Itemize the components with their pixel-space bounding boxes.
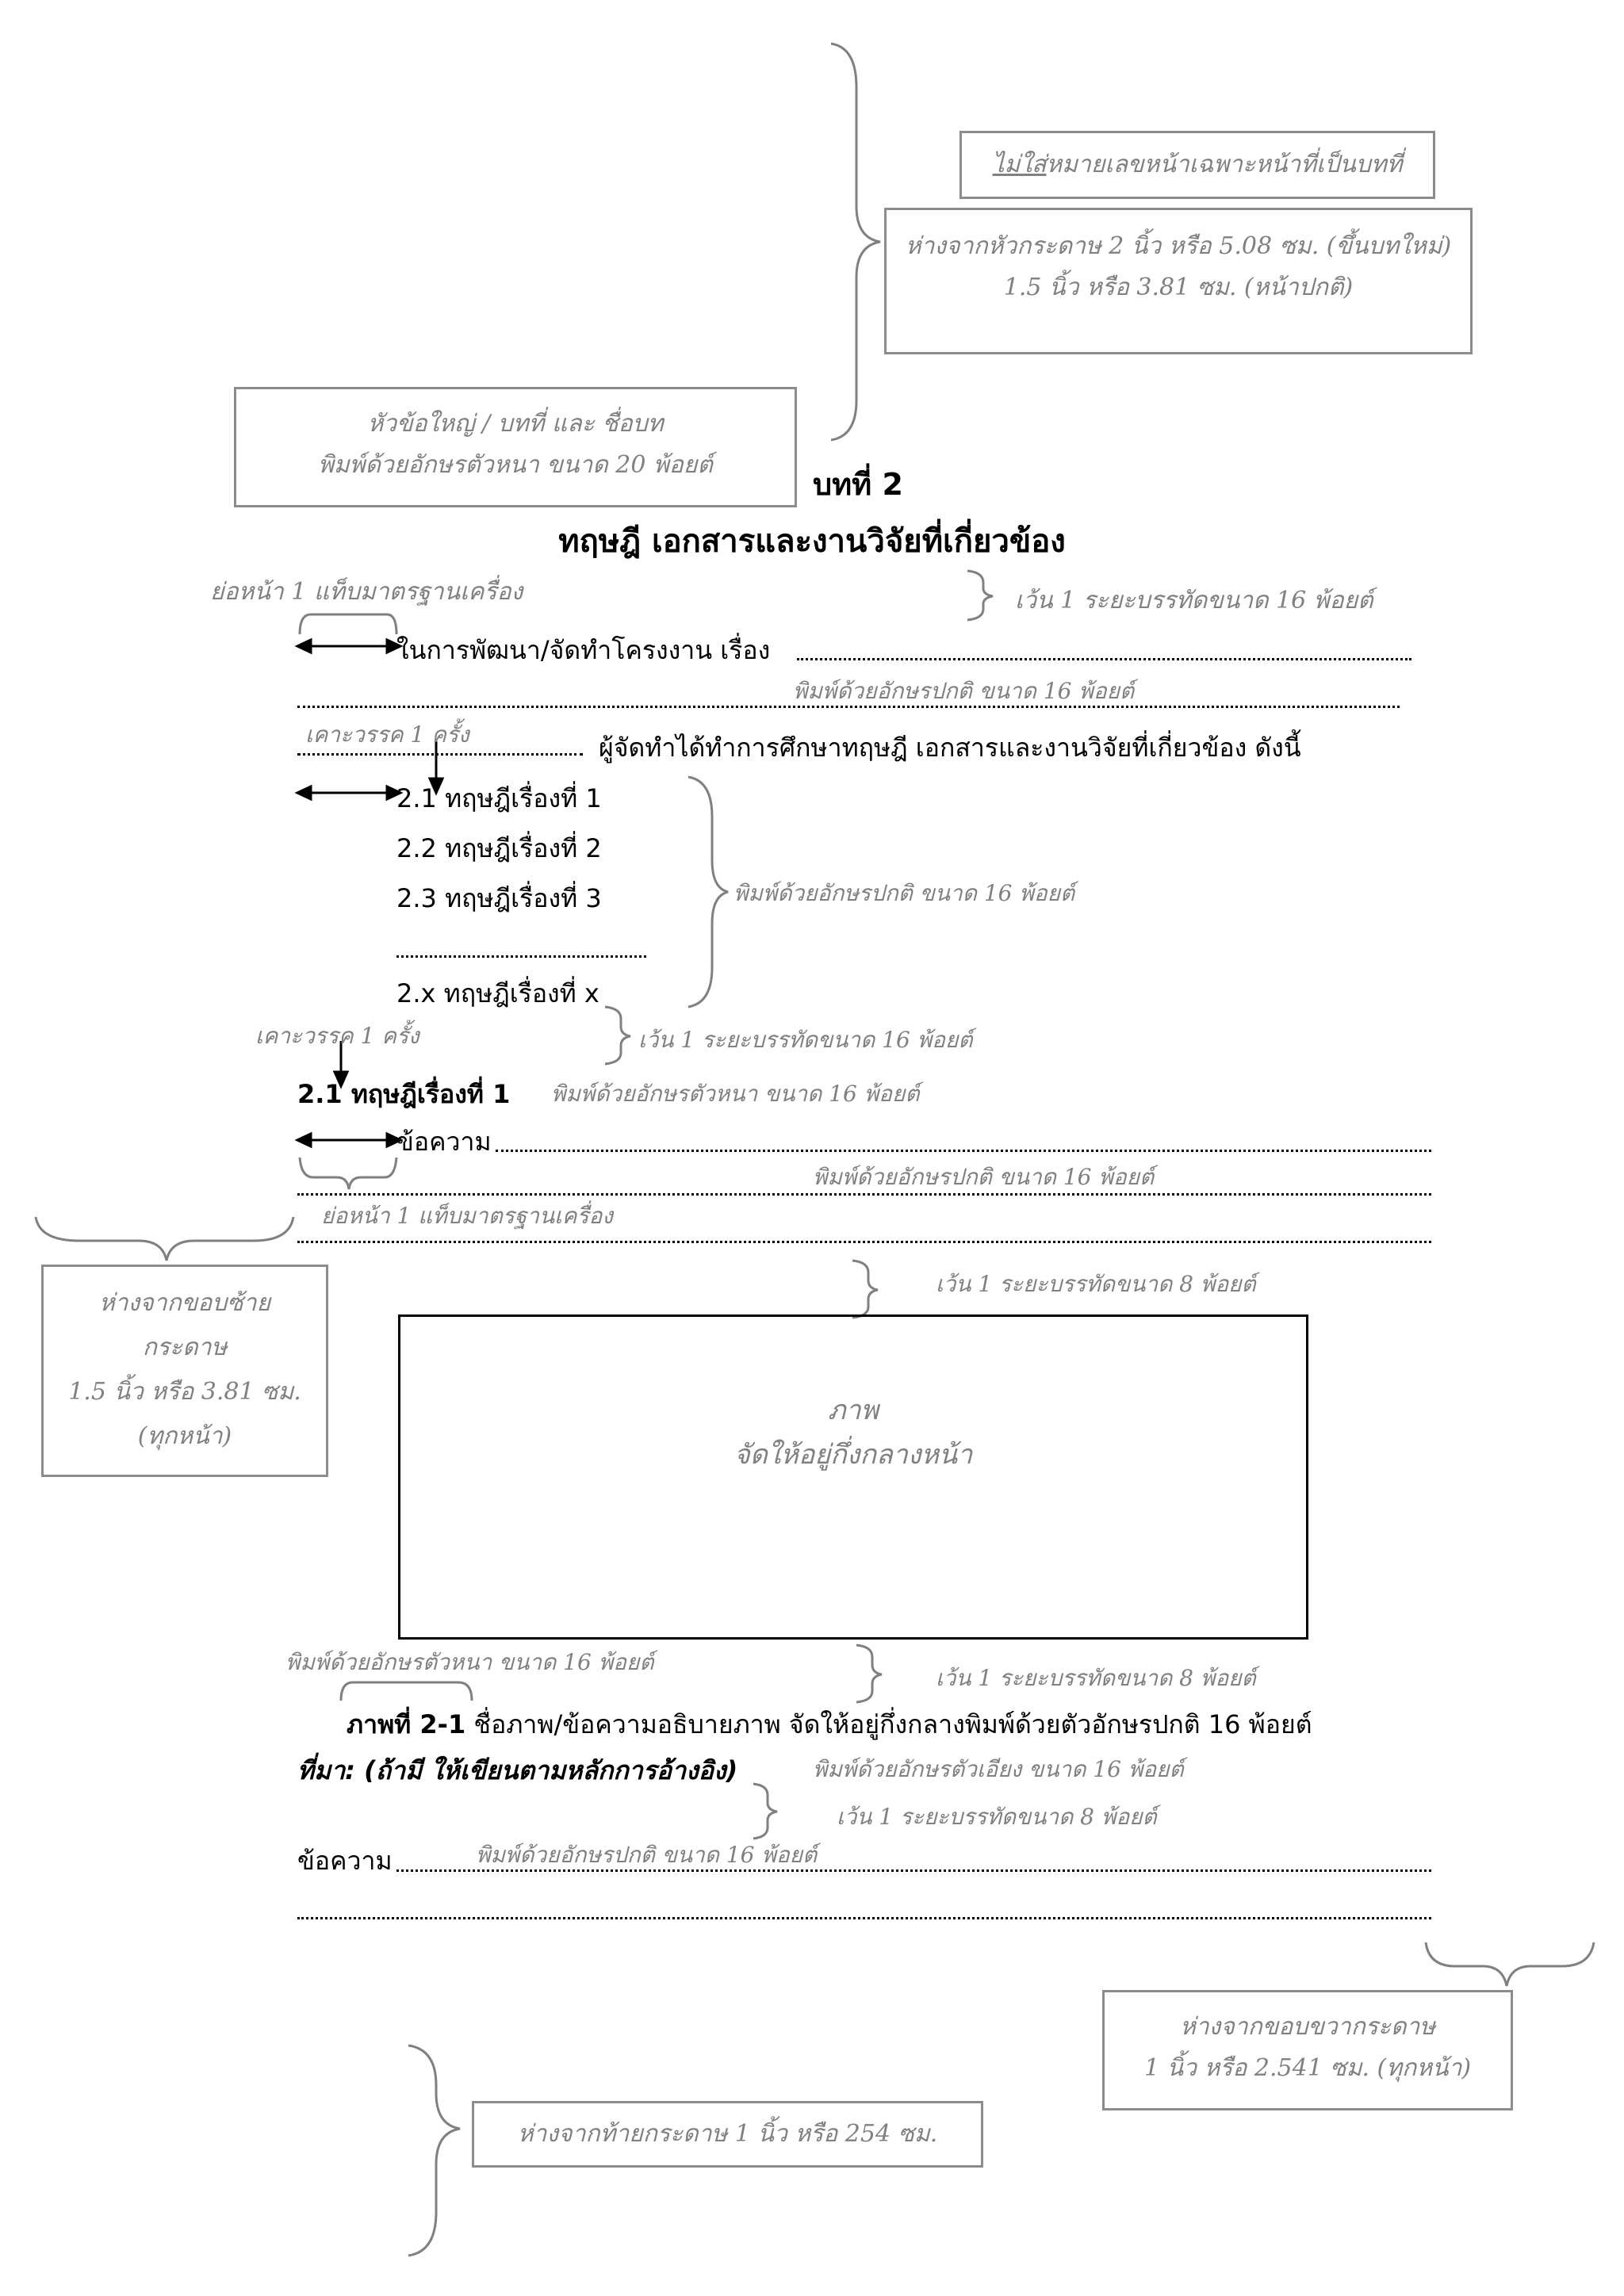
right-margin-brace [1426, 1942, 1594, 1986]
intro-line3: ผู้จัดทำได้ทำการศึกษาทฤษฎี เอกสารและงานวิจัยที่เกี่ยวข้อง ดังนี้ [599, 733, 1301, 763]
figure-line2: จัดให้อยู่กึ่งกลางหน้า [733, 1439, 973, 1471]
space-8-note-b: เว้น 1 ระยะบรรทัดขนาด 8 พ้อยต์ [936, 1665, 1256, 1691]
space-8-brace-c [753, 1784, 777, 1839]
left-margin-line2: กระดาษ [142, 1334, 228, 1361]
chapter-number: บทที่ 2 [813, 467, 903, 502]
caption-label: ภาพที่ 2-1 [347, 1709, 466, 1739]
normal-16-note-c: พิมพ์ด้วยอักษรปกติ ขนาด 16 พ้อยต์ [476, 1842, 818, 1868]
bottom-margin-brace [408, 2045, 460, 2256]
intro-dots-2 [297, 706, 1400, 708]
left-margin-line4: (ทุกหน้า) [137, 1422, 232, 1450]
left-margin-line1: ห่างจากขอบซ้าย [98, 1289, 271, 1317]
top-margin-box [884, 208, 1473, 354]
text-label-b: ข้อความ [297, 1846, 393, 1876]
bold-16-note: พิมพ์ด้วยอักษรตัวหนา ขนาด 16 พ้อยต์ [551, 1081, 920, 1107]
indent-note: ย่อหน้า 1 แท็บมาตรฐานเครื่อง [210, 578, 523, 606]
indent-bracket-bottom [300, 1158, 396, 1189]
figure-line1: ภาพ [828, 1395, 879, 1426]
list-brace [688, 777, 728, 1007]
spacebar-note: เคาะวรรค 1 ครั้ง [305, 721, 469, 748]
text-dots-3 [297, 1241, 1431, 1243]
heading-note-line2: พิมพ์ด้วยอักษรตัวหนา ขนาด 20 พ้อยต์ [318, 451, 713, 479]
figure-caption [347, 1705, 1312, 1745]
intro-dots-3 [297, 753, 583, 756]
space-16-brace [967, 571, 993, 620]
top-margin-line2: 1.5 นิ้ว หรือ 3.81 ซม. (หน้าปกติ) [1003, 274, 1354, 301]
no-page-number-prefix: ไม่ใส่ [992, 151, 1047, 178]
bottom-margin-text: ห่างจากท้ายกระดาษ 1 นิ้ว หรือ 254 ซม. [517, 2120, 938, 2148]
left-margin-box [41, 1265, 328, 1477]
bottom-margin-box [472, 2101, 983, 2168]
intro-line: ในการพัฒนา/จัดทำโครงงาน เรื่อง [396, 635, 771, 665]
figure-source: ที่มา: (ถ้ามี ให้เขียนตามหลักการอ้างอิง) [297, 1755, 738, 1785]
indent-note-b: ย่อหน้า 1 แท็บมาตรฐานเครื่อง [321, 1203, 613, 1229]
indent-bracket-top [300, 614, 396, 634]
text-dots-2 [297, 1193, 1431, 1196]
left-margin-brace [36, 1217, 293, 1261]
list-item-2: 2.2 ทฤษฎีเรื่องที่ 2 [396, 833, 602, 863]
chapter-title: ทฤษฎี เอกสารและงานวิจัยที่เกี่ยวข้อง [558, 523, 1066, 560]
right-margin-box [1102, 1990, 1513, 2110]
heading-note-box [234, 387, 797, 507]
heading-note-line1: หัวข้อใหญ่ / บทที่ และ ชื่อบท [367, 410, 664, 438]
normal-16-note: พิมพ์ด้วยอักษรปกติ ขนาด 16 พ้อยต์ [793, 678, 1135, 704]
right-margin-line2: 1 นิ้ว หรือ 2.541 ซม. (ทุกหน้า) [1143, 2054, 1472, 2082]
closing-dots-2 [297, 1917, 1431, 1919]
caption-bold-bracket [341, 1682, 472, 1701]
top-margin-line1: ห่างจากหัวกระดาษ 2 นิ้ว หรือ 5.08 ซม. (ขึ้นบทใหม่) [905, 232, 1452, 260]
normal-16-note-b: พิมพ์ด้วยอักษรปกติ ขนาด 16 พ้อยต์ [813, 1164, 1155, 1190]
space-8-note-a: เว้น 1 ระยะบรรทัดขนาด 8 พ้อยต์ [936, 1271, 1256, 1297]
list-normal-16-note: พิมพ์ด้วยอักษรปกติ ขนาด 16 พ้อยต์ [733, 880, 1075, 906]
text-dots-1 [496, 1150, 1431, 1152]
top-margin-brace [831, 44, 880, 440]
caption-text: ชื่อภาพ/ข้อความอธิบายภาพ จัดให้อยู่กึ่งกลางพิมพ์ด้วยตัวอักษรปกติ 16 พ้อยต์ [473, 1709, 1312, 1739]
italic-16-note: พิมพ์ด้วยอักษรตัวเอียง ขนาด 16 พ้อยต์ [813, 1756, 1184, 1782]
list-item-x: 2.x ทฤษฎีเรื่องที่ x [396, 978, 599, 1008]
figure-box [398, 1314, 1308, 1640]
space-16-brace-b [605, 1007, 630, 1064]
text-label: ข้อความ [396, 1127, 492, 1157]
space-8-note-c: เว้น 1 ระยะบรรทัดขนาด 8 พ้อยต์ [837, 1804, 1157, 1830]
list-item-3: 2.3 ทฤษฎีเรื่องที่ 3 [396, 883, 602, 913]
double-arrow-2 [297, 786, 400, 799]
right-margin-line1: ห่างจากขอบขวากระดาษ [1179, 2013, 1436, 2041]
no-page-number-rest: หมายเลขหน้าเฉพาะหน้าที่เป็นบทที่ [1046, 151, 1403, 178]
section-heading: 2.1 ทฤษฎีเรื่องที่ 1 [297, 1079, 511, 1109]
list-dots [396, 955, 646, 958]
left-margin-line3: 1.5 นิ้ว หรือ 3.81 ซม. [68, 1378, 301, 1406]
no-page-number-box [959, 131, 1435, 199]
double-arrow-1 [297, 640, 400, 652]
spacebar-note-b: เคาะวรรค 1 ครั้ง [255, 1023, 419, 1049]
bold-16-note-b: พิมพ์ด้วยอักษรตัวหนา ขนาด 16 พ้อยต์ [285, 1649, 654, 1675]
space-16-note: เว้น 1 ระยะบรรทัดขนาด 16 พ้อยต์ [1015, 587, 1373, 614]
space-8-brace-b [856, 1645, 882, 1702]
intro-dots-1 [797, 658, 1411, 660]
space-16-note-b: เว้น 1 ระยะบรรทัดขนาด 16 พ้อยต์ [638, 1027, 973, 1053]
double-arrow-3 [297, 1134, 400, 1146]
list-item-1: 2.1 ทฤษฎีเรื่องที่ 1 [396, 783, 602, 813]
space-8-brace-a [852, 1261, 878, 1318]
